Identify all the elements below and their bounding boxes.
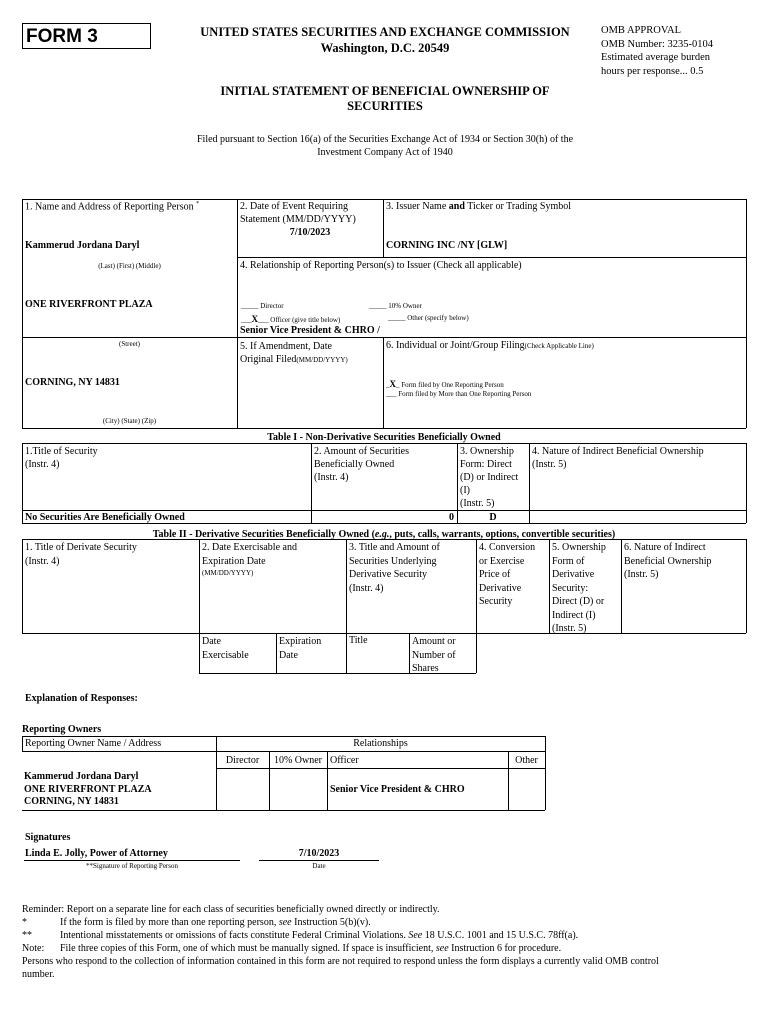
filing-one — [386, 379, 504, 389]
issuer-value: CORNING INC /NY [GLW] — [386, 240, 508, 251]
t1-col2-header — [314, 445, 409, 484]
footer-star2 — [22, 929, 752, 942]
t2-sub-line: Number of — [412, 649, 456, 661]
t2-col5-line: Direct (D) or — [552, 596, 605, 607]
footer-star1 — [22, 916, 752, 929]
signature-name: Linda E. Jolly, Power of Attorney — [25, 848, 168, 859]
t2-col3-line: (Instr. 4) — [349, 582, 384, 594]
agency-name: UNITED STATES SECURITIES AND EXCHANGE COMMISSION — [200, 25, 570, 39]
t2-col3-header — [349, 541, 440, 595]
t2-sub-title: Title — [349, 635, 368, 646]
person-street-caption: (Street) — [119, 340, 140, 348]
amendment-line — [240, 353, 348, 367]
rel-officer-title: Senior Vice President & CHRO / — [240, 325, 380, 336]
signature-date-line — [259, 860, 379, 861]
event-date-value: 7/10/2023 — [289, 227, 331, 238]
filing-one-pre: _ — [386, 381, 390, 389]
filed-pursuant — [150, 133, 620, 159]
grid-line — [22, 633, 746, 634]
grid-line — [199, 539, 200, 673]
grid-line — [545, 736, 546, 810]
owners-row-name — [24, 771, 152, 809]
rel-officer-pre: ___ — [241, 316, 252, 324]
grid-line — [746, 443, 747, 523]
person-name: Kammerud Jordana Daryl — [25, 240, 140, 251]
grid-line — [276, 633, 277, 673]
t2-col1-header — [25, 541, 137, 568]
grid-line — [216, 768, 545, 769]
grid-line — [22, 443, 746, 444]
t2-col5-line: Derivative — [552, 569, 595, 580]
issuer-label-a: 3. Issuer Name — [386, 201, 449, 212]
event-date-label — [240, 201, 356, 226]
omb-line: OMB Number: 3235-0104 — [601, 38, 713, 50]
t2-col4-line: Price of — [479, 569, 511, 580]
grid-line — [22, 736, 23, 751]
footer-star1-mark: * — [22, 917, 27, 928]
form-label: FORM 3 — [26, 26, 98, 47]
owners-sub-officer: Officer — [330, 755, 359, 766]
omb-line: OMB APPROVAL — [601, 25, 682, 36]
form-label-box — [22, 23, 151, 49]
form-title-line: SECURITIES — [347, 99, 423, 113]
t2-col5-line: Indirect (I) — [552, 609, 596, 621]
t2-col2-line: 2. Date Exercisable and — [202, 542, 297, 553]
footer-note — [22, 942, 752, 955]
grid-line — [383, 199, 384, 257]
t1-col3-line: (I) — [460, 485, 470, 496]
form-title-line: INITIAL STATEMENT OF BENEFICIAL OWNERSHIP OF — [220, 84, 550, 98]
signature-date: 7/10/2023 — [298, 848, 340, 859]
footer-reminder: Reminder: Report on a separate line for each class of securities beneficially owned directly or indirectly. — [22, 904, 440, 915]
t2-col6-header — [624, 541, 711, 582]
grid-line — [22, 539, 746, 540]
event-label-line: 2. Date of Event Requiring — [240, 201, 349, 212]
t2-col1-line: 1. Title of Derivate Security — [25, 542, 137, 553]
grid-line — [327, 751, 328, 810]
t2-sub-line: Amount or — [412, 636, 456, 647]
t2-sub-line: Expiration — [279, 636, 322, 647]
filing-label-a: 6. Individual or Joint/Group Filing — [386, 340, 525, 351]
t1-col3-line: Form: Direct — [460, 459, 512, 470]
grid-line — [22, 523, 746, 524]
grid-line — [22, 539, 23, 633]
footer-note-a: File three copies of this Form, one of which must be manually signed. If space is insufficient, — [60, 943, 436, 954]
t2-sub-line: Date — [279, 649, 298, 661]
t2-col4-line: 4. Conversion — [479, 542, 536, 553]
person-label-text: 1. Name and Address of Reporting Person — [25, 201, 194, 213]
t2-col5-header — [552, 541, 606, 636]
t2-col5-line: Form of — [552, 555, 585, 567]
issuer-label-b: Ticker or Trading Symbol — [464, 201, 572, 212]
filed-line: Investment Company Act of 1940 — [317, 147, 453, 158]
footer-persons-cont: number. — [22, 969, 55, 980]
t2-col2-line: Expiration Date — [202, 555, 266, 567]
person-name-caption: (Last) (First) (Middle) — [98, 262, 161, 270]
amendment-line-a: Original Filed — [240, 354, 297, 365]
grid-line — [22, 736, 545, 737]
grid-line — [22, 443, 23, 523]
owners-col-name: Reporting Owner Name / Address — [25, 738, 162, 749]
filing-one-mark: X — [389, 379, 396, 389]
t2-sub-line: Exercisable — [202, 649, 249, 661]
footer-note-mark: Note: — [22, 943, 45, 954]
t1-col3-line: (D) or Indirect — [460, 472, 519, 483]
t2-title-eg: e.g. — [374, 529, 390, 540]
t2-title-b: , puts, calls, warrants, options, convertible securities) — [389, 529, 616, 540]
amendment-line: 5. If Amendment, Date — [240, 341, 332, 352]
person-city-caption: (City) (State) (Zip) — [102, 417, 157, 425]
t2-col2-header — [202, 541, 297, 578]
t2-sub-line: Shares — [412, 663, 439, 674]
t2-col2-sub: (MM/DD/YYYY) — [202, 569, 254, 577]
filing-one-post: _ Form filed by One Reporting Person — [396, 381, 504, 389]
grid-line — [22, 337, 746, 338]
footer-star2-b: 18 U.S.C. 1001 and 15 U.S.C. 78ff(a). — [422, 930, 579, 941]
t1-row-amount: 0 — [449, 512, 454, 523]
rel-director: _____ Director — [241, 302, 284, 310]
form-title — [150, 84, 620, 114]
t2-col4-header — [479, 541, 535, 609]
filed-line: Filed pursuant to Section 16(a) of the Securities Exchange Act of 1934 or Section 30(h) of the — [196, 134, 574, 145]
rel-officer-post: ___ Officer (give title below) — [258, 316, 341, 324]
owners-row-line: CORNING, NY 14831 — [24, 796, 119, 807]
t1-col3-line: (Instr. 5) — [460, 498, 495, 509]
rel-other: _____ Other (specify below) — [388, 314, 469, 322]
grid-line — [529, 443, 530, 523]
agency-city: Washington, D.C. 20549 — [320, 41, 450, 55]
grid-line — [22, 428, 746, 429]
t2-col4-line: Security — [479, 596, 513, 607]
t2-col6-line: Beneficial Ownership — [624, 555, 712, 567]
t1-col2-line: Beneficially Owned — [314, 459, 395, 470]
issuer-label — [386, 201, 571, 212]
person-street: ONE RIVERFRONT PLAZA — [25, 299, 153, 310]
t1-col4-line: (Instr. 5) — [532, 459, 567, 470]
person-city: CORNING, NY 14831 — [25, 377, 120, 388]
omb-line: hours per response... 0.5 — [601, 65, 704, 77]
footer — [22, 903, 752, 981]
table1-title: Table I - Non-Derivative Securities Beneficially Owned — [267, 432, 501, 443]
grid-line — [746, 539, 747, 633]
grid-line — [237, 257, 746, 258]
grid-line — [22, 199, 23, 428]
t2-sub-exp — [279, 635, 321, 662]
t1-col3-line: 3. Ownership — [460, 446, 514, 457]
footer-star1-a: If the form is filed by more than one reporting person, — [60, 917, 279, 928]
grid-line — [22, 751, 545, 752]
owners-sub-director: Director — [225, 755, 260, 766]
t1-col1-header — [25, 445, 98, 471]
t2-col6-line: 6. Nature of Indirect — [624, 542, 706, 553]
omb-line: Estimated average burden — [601, 52, 711, 63]
t1-row-title: No Securities Are Beneficially Owned — [25, 512, 185, 523]
rel-ten-pct: _____ 10% Owner — [369, 302, 422, 310]
t2-col3-line: Derivative Security — [349, 569, 428, 580]
issuer-label-and: and — [448, 201, 465, 212]
amendment-line-b: (MM/DD/YYYY) — [296, 356, 348, 364]
t1-col1-line: 1.Title of Security — [25, 446, 98, 457]
grid-line — [383, 337, 384, 428]
t2-sub-amount — [412, 635, 456, 676]
filing-label-b: (Check Applicable Line) — [524, 342, 594, 350]
footer-star1-b: Instruction 5(b)(v). — [291, 917, 371, 928]
signature-line — [24, 860, 240, 861]
footer-star2-mark: ** — [22, 930, 32, 941]
filing-more: ___ Form filed by More than One Reporting Person — [386, 390, 532, 398]
t1-col2-line: (Instr. 4) — [314, 472, 349, 483]
amendment-label — [240, 340, 348, 367]
rel-officer — [241, 314, 340, 324]
t2-sub-line: Date — [202, 636, 221, 647]
footer-note-b: Instruction 6 for procedure. — [448, 943, 562, 954]
grid-line — [746, 199, 747, 428]
relationship-label: 4. Relationship of Reporting Person(s) to Issuer (Check all applicable) — [240, 260, 522, 271]
owners-row-line: Kammerud Jordana Daryl — [24, 771, 139, 782]
signature-date-caption: Date — [312, 862, 326, 870]
owners-sub-other: Other — [515, 755, 538, 766]
owners-title: Reporting Owners — [22, 724, 102, 735]
owners-col-relationships: Relationships — [353, 738, 408, 749]
person-label-star: * — [196, 201, 200, 207]
owners-sub-ten: 10% Owner — [273, 755, 323, 766]
person-label — [25, 201, 199, 212]
owners-row-line: ONE RIVERFRONT PLAZA — [24, 783, 152, 795]
grid-line — [457, 443, 458, 523]
t2-col5-line: Security: — [552, 582, 589, 594]
footer-persons: Persons who respond to the collection of information contained in this form are not required to respond unless the form displays a currently valid OMB control — [22, 956, 659, 967]
t1-col3-header — [460, 445, 518, 510]
explanation-heading: Explanation of Responses: — [25, 693, 138, 704]
t2-col4-line: Derivative — [479, 582, 522, 594]
signatures-title: Signatures — [25, 832, 71, 843]
grid-line — [346, 539, 347, 673]
t2-col3-line: 3. Title and Amount of — [349, 542, 440, 553]
t2-col4-line: or Exercise — [479, 555, 525, 567]
t2-col3-line: Securities Underlying — [349, 555, 437, 567]
grid-line — [22, 199, 746, 200]
omb-approval — [601, 24, 713, 78]
owners-row-officer: Senior Vice President & CHRO — [330, 784, 465, 795]
footer-note-see: see — [435, 943, 449, 954]
t2-col1-line: (Instr. 4) — [25, 555, 60, 567]
t1-col2-line: 2. Amount of Securities — [314, 446, 409, 457]
t2-col5-line: (Instr. 5) — [552, 623, 587, 634]
grid-line — [22, 810, 545, 811]
t2-col5-line: 5. Ownership — [552, 542, 606, 553]
event-label-line: Statement (MM/DD/YYYY) — [240, 213, 356, 225]
t1-col4-header — [532, 445, 704, 471]
t1-row-form: D — [489, 512, 497, 523]
grid-line — [409, 633, 410, 673]
rel-officer-mark: X — [251, 314, 258, 324]
footer-star2-see: See — [408, 930, 423, 941]
filing-label — [386, 340, 594, 351]
t2-title-a: Table II - Derivative Securities Beneficially Owned ( — [152, 529, 375, 540]
grid-line — [22, 510, 746, 511]
footer-star1-see: see — [278, 917, 292, 928]
grid-line — [549, 539, 550, 633]
t2-col6-line: (Instr. 5) — [624, 569, 659, 580]
signature-caption: **Signature of Reporting Person — [86, 862, 178, 870]
t1-col1-line: (Instr. 4) — [25, 459, 60, 470]
grid-line — [476, 539, 477, 673]
grid-line — [311, 443, 312, 523]
t1-col4-line: 4. Nature of Indirect Beneficial Ownership — [532, 446, 704, 457]
footer-star2-a: Intentional misstatements or omissions of facts constitute Federal Criminal Violations. — [60, 930, 409, 941]
grid-line — [621, 539, 622, 633]
t2-sub-date-ex — [202, 635, 249, 662]
